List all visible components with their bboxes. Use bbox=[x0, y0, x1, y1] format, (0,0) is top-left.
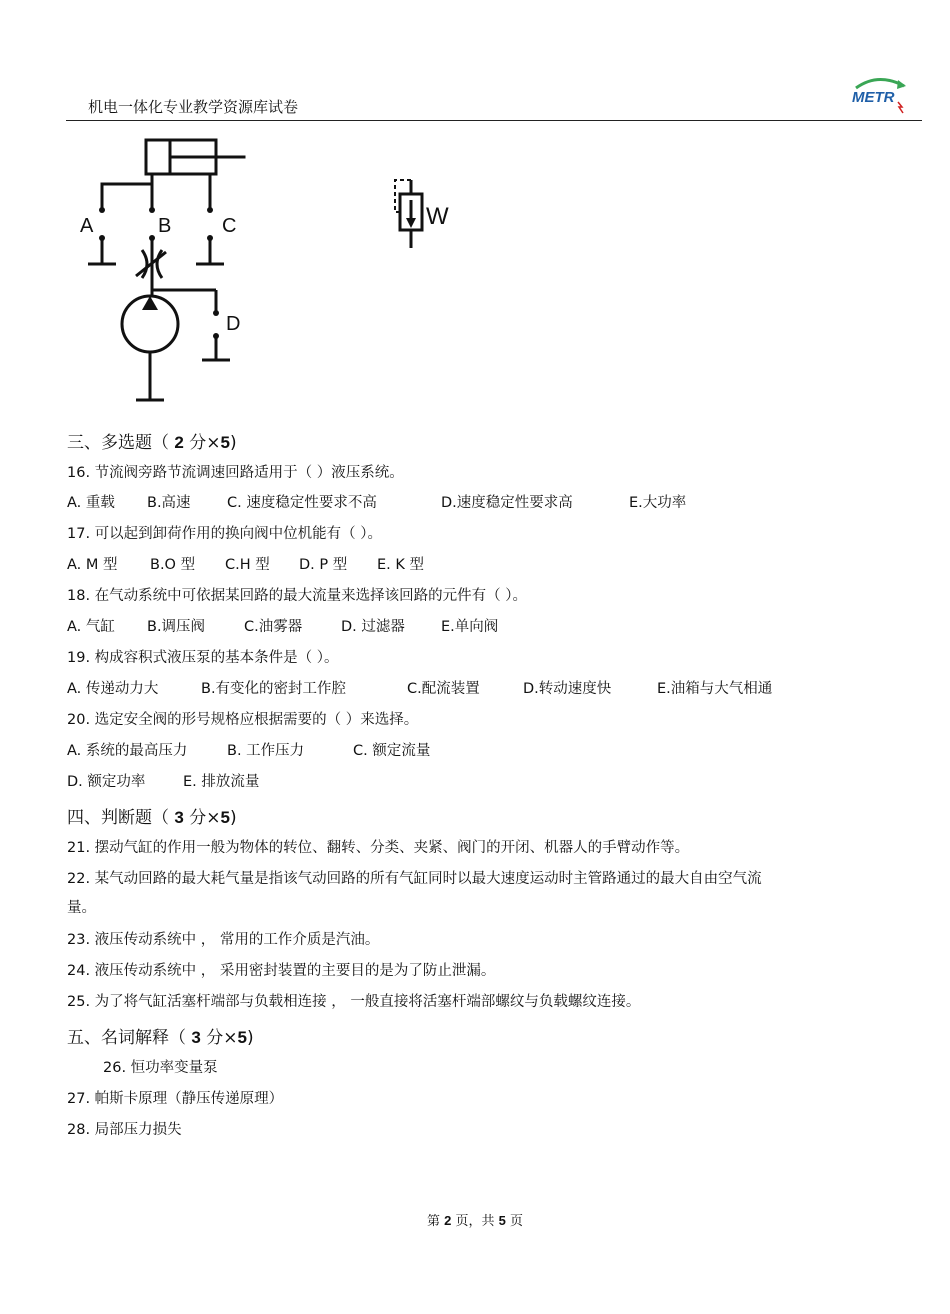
option: A. 重载 bbox=[67, 495, 115, 511]
label-a: A bbox=[80, 215, 94, 237]
throttle-left bbox=[142, 250, 147, 278]
label-w: W bbox=[426, 203, 449, 230]
option: E.单向阀 bbox=[441, 619, 499, 635]
section3-heading: 三、多选题（ 2 分×5) bbox=[67, 433, 237, 453]
option: B. 工作压力 bbox=[227, 743, 305, 759]
statement-24: 24. 液压传动系统中 ， 采用密封装置的主要目的是为了防止泄漏。 bbox=[67, 963, 496, 979]
options-17 bbox=[67, 555, 424, 575]
option: C. 速度稳定性要求不高 bbox=[227, 495, 377, 511]
term-27: 27. 帕斯卡原理（静压传递原理） bbox=[67, 1091, 284, 1107]
option: A. 气缸 bbox=[67, 619, 115, 635]
option: E.油箱与大气相通 bbox=[657, 681, 773, 697]
option: B.调压阀 bbox=[147, 619, 206, 635]
options-20b bbox=[67, 772, 259, 792]
question-19: 19. 构成容积式液压泵的基本条件是（ ）。 bbox=[67, 650, 339, 666]
statement-22-cont: 量。 bbox=[67, 900, 96, 916]
option: D. 过滤器 bbox=[341, 619, 405, 635]
option: E. 排放流量 bbox=[183, 774, 260, 790]
question-16: 16. 节流阀旁路节流调速回路适用于（ ）液压系统。 bbox=[67, 465, 404, 481]
options-16 bbox=[67, 493, 686, 513]
options-20a bbox=[67, 741, 430, 761]
section5-heading: 五、名词解释（ 3 分×5) bbox=[67, 1028, 254, 1048]
option: C.配流装置 bbox=[407, 681, 480, 697]
section4-heading: 四、判断题（ 3 分×5) bbox=[67, 808, 237, 828]
metr-logo bbox=[848, 74, 910, 114]
option: A. M 型 bbox=[67, 557, 118, 573]
option: B.高速 bbox=[147, 495, 191, 511]
pump-arrow bbox=[142, 296, 158, 310]
option: A. 系统的最高压力 bbox=[67, 743, 188, 759]
page-footer: 第 2 页，共 5 页 bbox=[426, 1213, 523, 1229]
label-b: B bbox=[158, 215, 172, 237]
option: C.H 型 bbox=[225, 557, 270, 573]
options-18 bbox=[67, 617, 498, 637]
statement-23: 23. 液压传动系统中 ， 常用的工作介质是汽油。 bbox=[67, 932, 380, 948]
term-28: 28. 局部压力损失 bbox=[67, 1122, 182, 1138]
logo-text: METR bbox=[852, 89, 895, 106]
option: B.O 型 bbox=[150, 557, 196, 573]
option: D. 额定功率 bbox=[67, 774, 146, 790]
option: D. P 型 bbox=[299, 557, 348, 573]
header-rule bbox=[66, 120, 922, 121]
options-19 bbox=[67, 679, 772, 699]
option: C. 额定流量 bbox=[353, 743, 431, 759]
term-26: 26. 恒功率变量泵 bbox=[103, 1060, 218, 1076]
option: A. 传递动力大 bbox=[67, 681, 159, 697]
option: E.大功率 bbox=[629, 495, 687, 511]
option: D.转动速度快 bbox=[523, 681, 612, 697]
statement-25: 25. 为了将气缸活塞杆端部与负载相连接 ， 一般直接将活塞杆端部螺纹与负载螺纹连接。 bbox=[67, 994, 641, 1010]
statement-21: 21. 摆动气缸的作用一般为物体的转位、翻转、分类、夹紧、阀门的开闭、机器人的手臂动作等。 bbox=[67, 840, 690, 856]
header-title: 机电一体化专业教学资源库试卷 bbox=[88, 98, 299, 116]
question-18: 18. 在气动系统中可依据某回路的最大流量来选择该回路的元件有（ ）。 bbox=[67, 588, 528, 604]
label-d: D bbox=[226, 313, 241, 335]
question-20: 20. 选定安全阀的形号规格应根据需要的（ ）来选择。 bbox=[67, 712, 419, 728]
option: D.速度稳定性要求高 bbox=[441, 495, 573, 511]
option: B.有变化的密封工作腔 bbox=[201, 681, 347, 697]
statement-22: 22. 某气动回路的最大耗气量是指该气动回路的所有气缸同时以最大速度运动时主管路通过的最大自由空气流 bbox=[67, 871, 762, 887]
question-17: 17. 可以起到卸荷作用的换向阀中位机能有（ ）。 bbox=[67, 526, 383, 542]
option: E. K 型 bbox=[377, 557, 424, 573]
label-c: C bbox=[222, 215, 237, 237]
hydraulic-circuit-diagram bbox=[66, 130, 449, 420]
option: C.油雾器 bbox=[244, 619, 303, 635]
